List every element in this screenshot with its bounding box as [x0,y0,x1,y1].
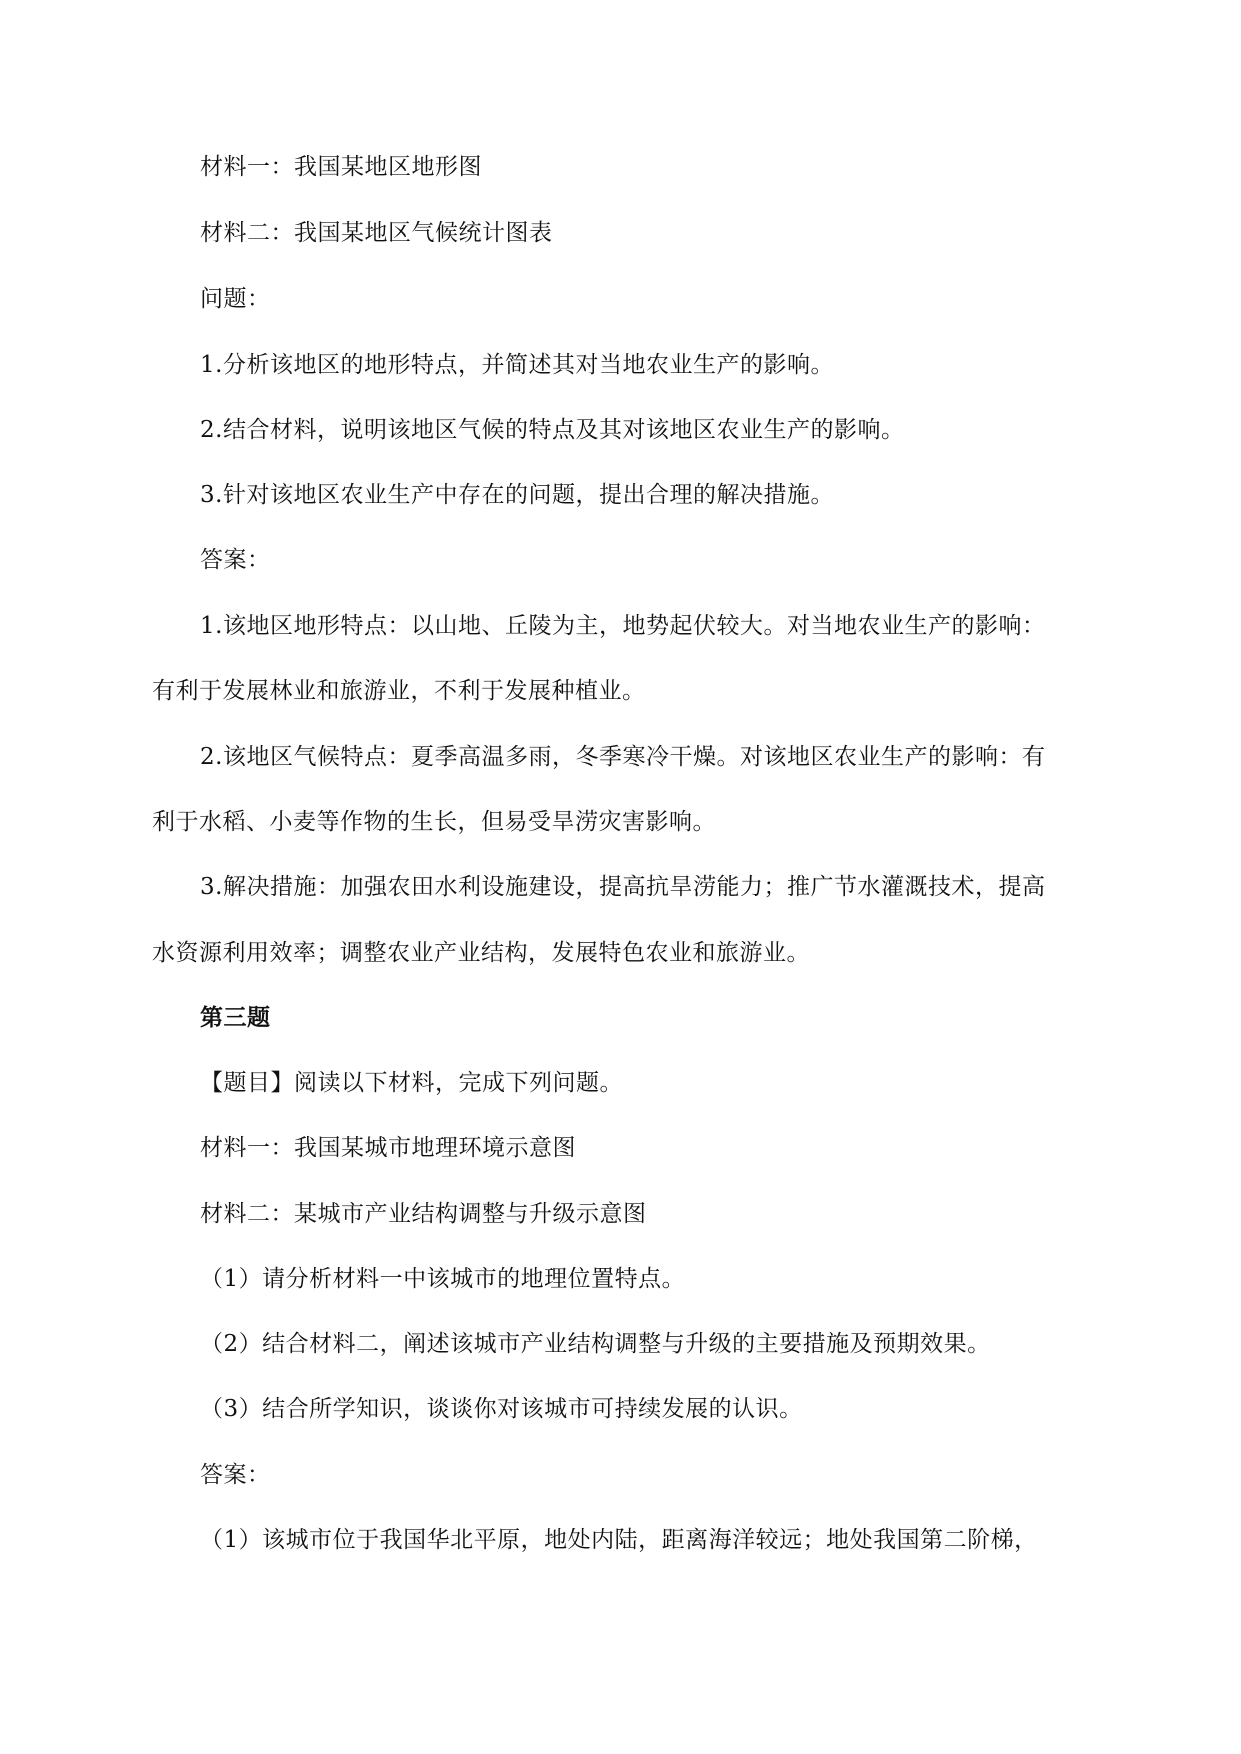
question-2: （2）结合材料二，阐述该城市产业结构调整与升级的主要措施及预期效果。 [200,1331,991,1357]
material-one-line: 材料一：我国某地区地形图 [200,154,482,180]
topic-line: 【题目】阅读以下材料，完成下列问题。 [200,1070,623,1096]
answer-label: 答案： [200,1462,271,1488]
answer-3-line-2: 水资源利用效率；调整农业产业结构，发展特色农业和旅游业。 [152,940,810,966]
question-3: 3.针对该地区农业生产中存在的问题，提出合理的解决措施。 [200,482,834,508]
answer-2-line-1: 2.该地区气候特点：夏季高温多雨，冬季寒冷干燥。对该地区农业生产的影响：有 [200,744,1046,770]
answer-1-line-2: 有利于发展林业和旅游业，不利于发展种植业。 [152,678,646,704]
question-3: （3）结合所学知识，谈谈你对该城市可持续发展的认识。 [200,1396,803,1422]
answer-1-line-1: 1.该地区地形特点：以山地、丘陵为主，地势起伏较大。对当地农业生产的影响： [200,613,1046,639]
section-heading: 第三题 [200,1004,271,1031]
question-2: 2.结合材料，说明该地区气候的特点及其对该地区农业生产的影响。 [200,417,905,443]
material-two-line: 材料二：我国某地区气候统计图表 [200,220,553,246]
answer-3-line-1: 3.解决措施：加强农田水利设施建设，提高抗旱涝能力；推广节水灌溉技术，提高 [200,874,1046,900]
answer-1-line-1: （1）该城市位于我国华北平原，地处内陆，距离海洋较远；地处我国第二阶梯， [200,1527,1038,1553]
question-1: （1）请分析材料一中该城市的地理位置特点。 [200,1266,686,1292]
material-two-line: 材料二：某城市产业结构调整与升级示意图 [200,1201,647,1227]
question-1: 1.分析该地区的地形特点，并简述其对当地农业生产的影响。 [200,352,834,378]
material-one-line: 材料一：我国某城市地理环境示意图 [200,1135,576,1161]
answer-label: 答案： [200,547,271,573]
answer-2-line-2: 利于水稻、小麦等作物的生长，但易受旱涝灾害影响。 [152,809,716,835]
questions-label: 问题： [200,286,271,312]
